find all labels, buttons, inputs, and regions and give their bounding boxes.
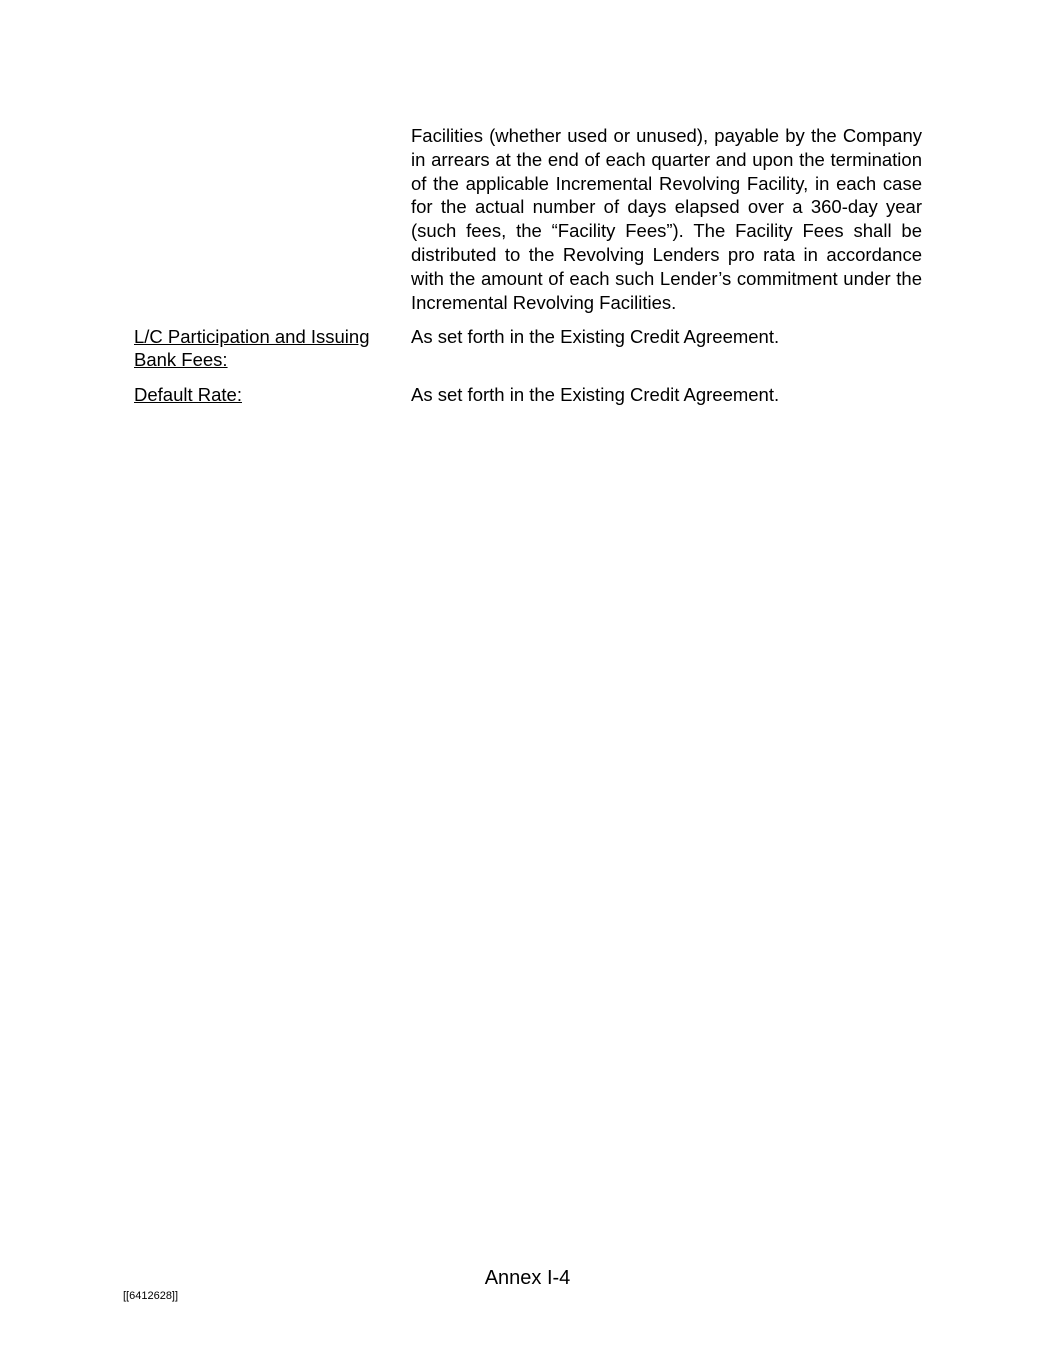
page-footer-label: Annex I-4: [484, 1267, 571, 1289]
term-text-default-rate: As set forth in the Existing Credit Agreement.: [411, 384, 780, 405]
term-text-lc-fees: As set forth in the Existing Credit Agreement.: [411, 326, 780, 347]
term-label-default-rate: Default Rate:: [134, 384, 242, 405]
facility-fees-continued-paragraph: Facilities (whether used or unused), payable by the Company in arrears at the end of each quarter and upon the termination of the applicable Incremental Revolving Facility, in each case for the actual number of days elapsed over a 360-day year (such fees, the “Facility Fees”). The Facility Fees shall be distributed to the Revolving Lenders pro rata in accordance with the amount of each such Lender’s commitment under the Incremental Revolving Facilities.: [411, 125, 922, 313]
document-id: [[6412628]]: [123, 1290, 179, 1302]
term-label-lc-fees: L/C Participation and Issuing Bank Fees:: [134, 326, 370, 370]
